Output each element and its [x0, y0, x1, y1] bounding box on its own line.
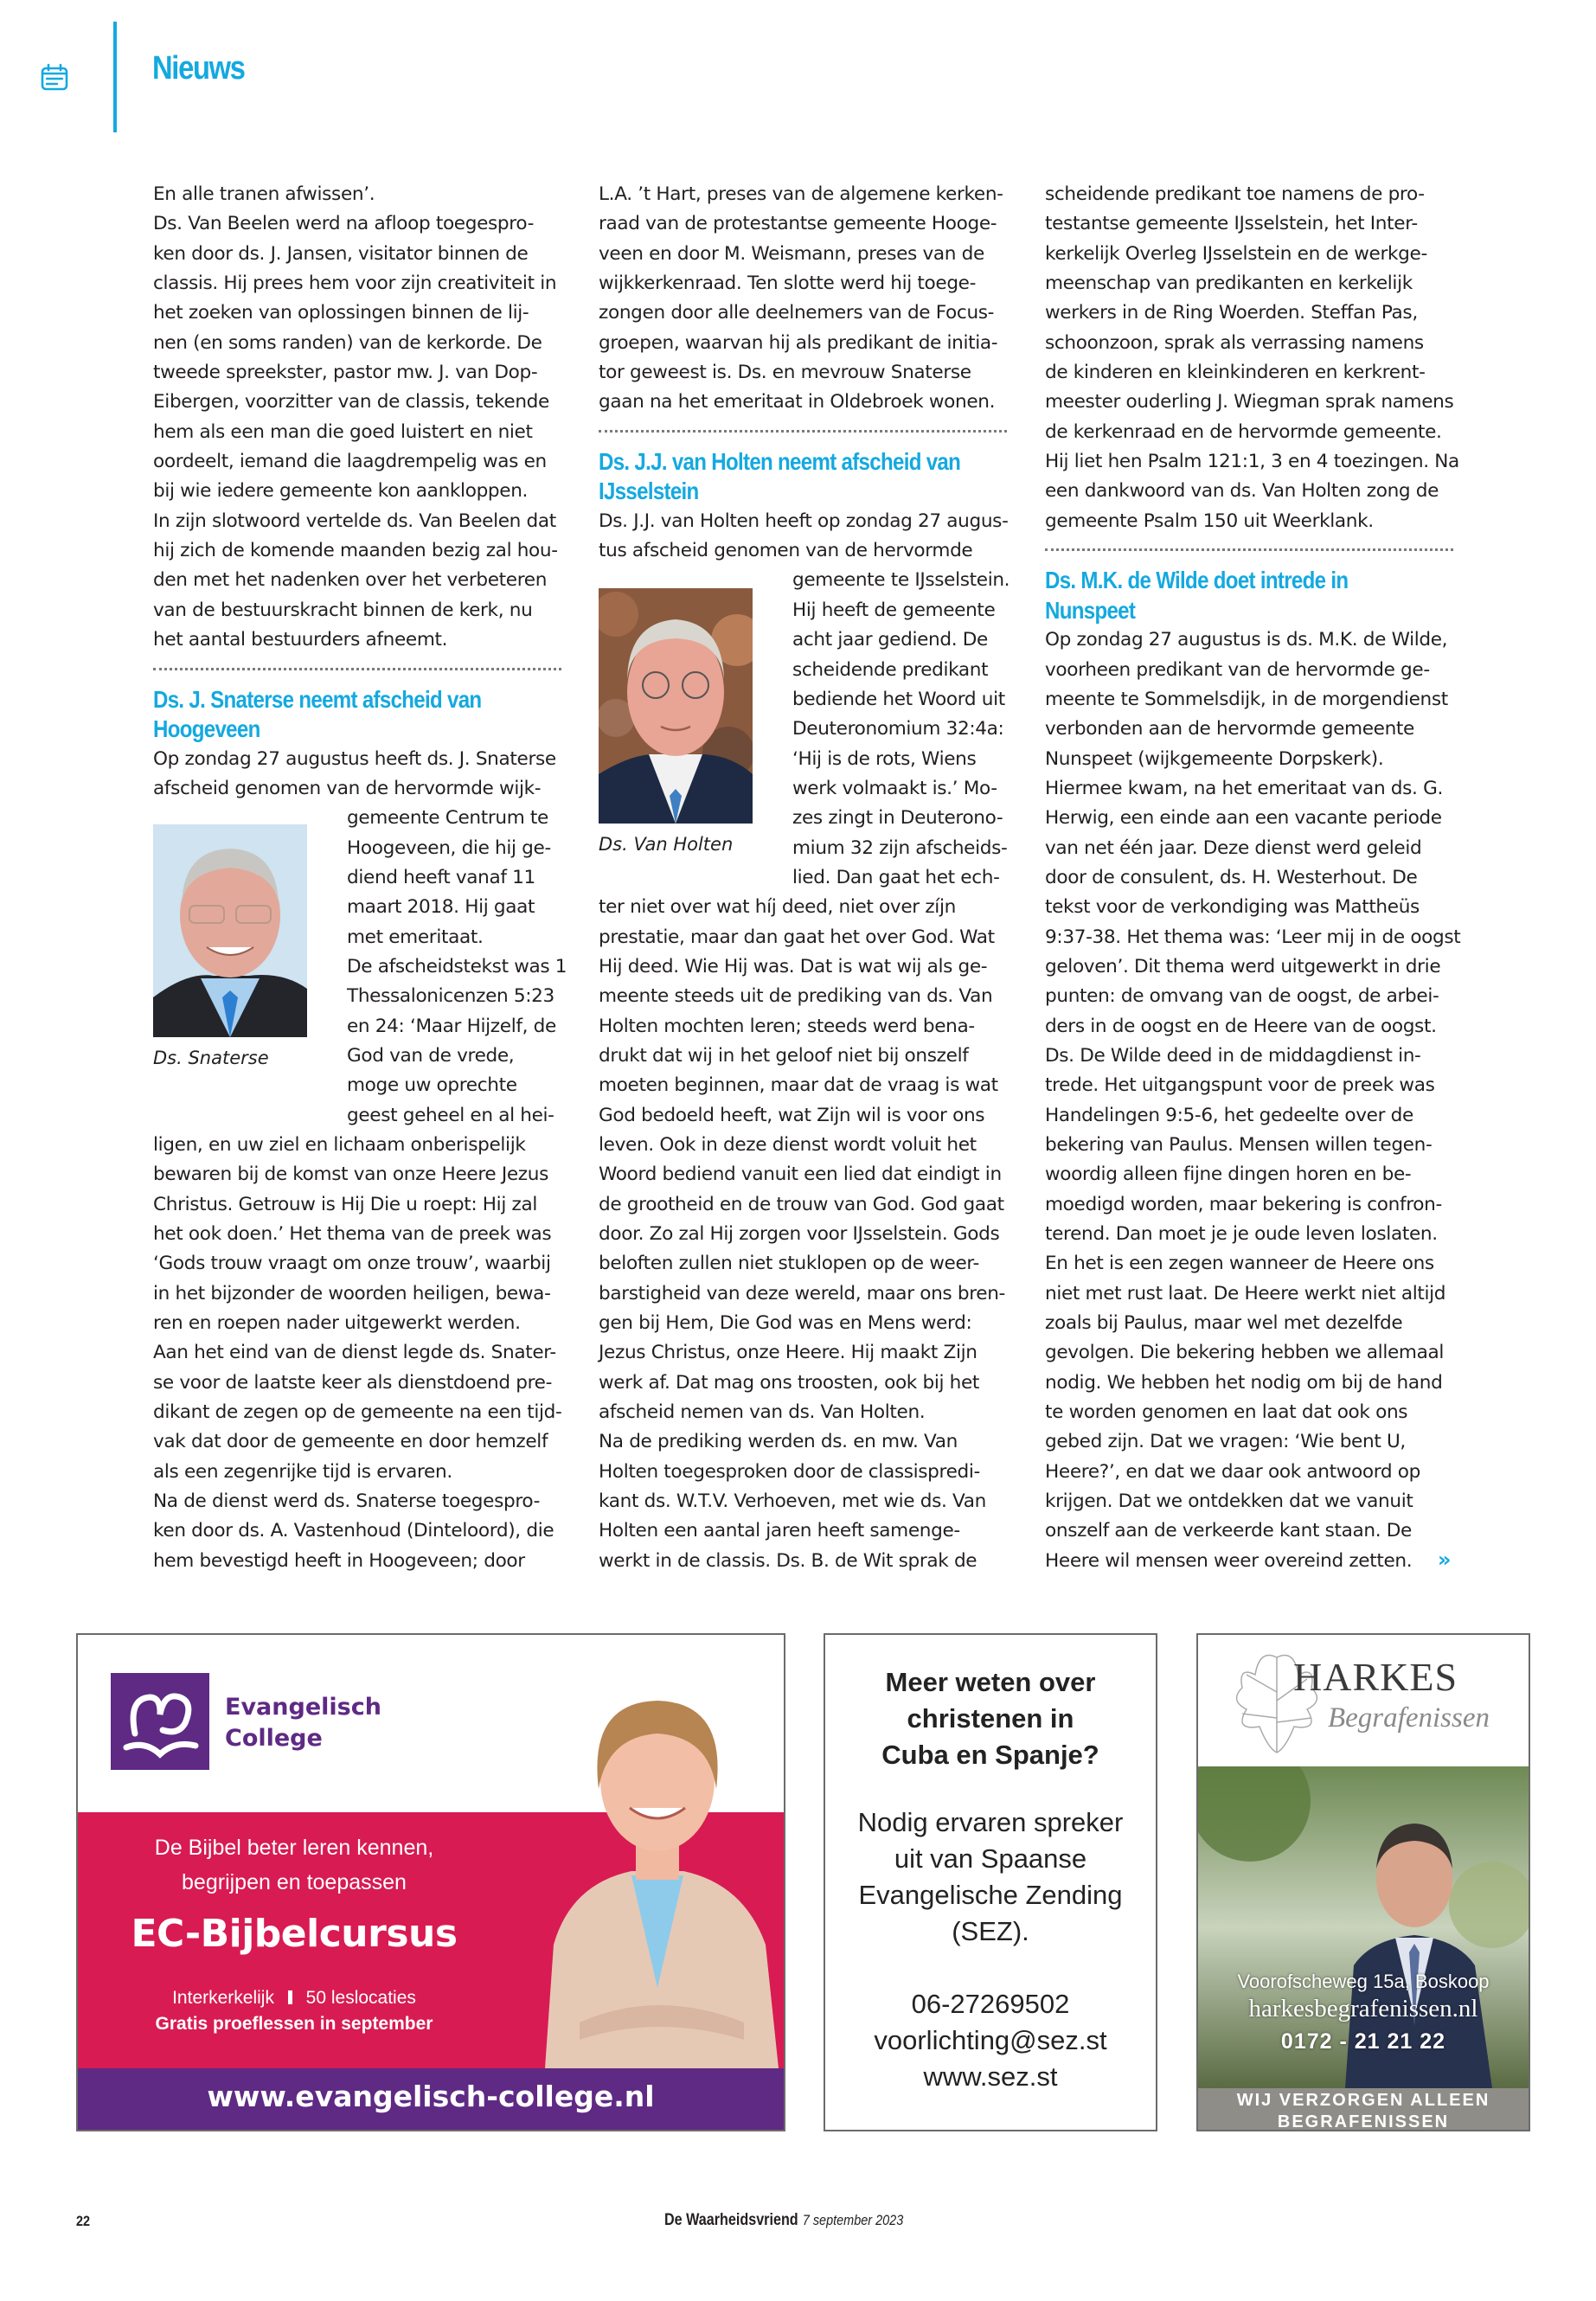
article-heading-line: Ds. J.J. van Holten neemt afscheid van [599, 448, 961, 476]
article-text-line: onszelf aan de verkeerde kant staan. De [1045, 1520, 1412, 1542]
article-text-line: diend heeft vanaf 11 [347, 866, 535, 888]
article-text-line: tekst voor de verkondiging was Mattheüs [1045, 896, 1420, 919]
article-text-line: ter niet over wat híj deed, niet over zíjn [599, 896, 956, 919]
photo-caption: Ds. Snaterse [153, 1048, 269, 1068]
article-text-line: zes zingt in Deuterono- [792, 807, 1003, 830]
article-text-line: Herwig, een einde aan een vacante periode [1045, 807, 1442, 830]
ec-website-link[interactable]: www.evangelisch-college.nl [207, 2080, 655, 2113]
article-text-line: gevolgen. Die bekering hebben we allemaal [1045, 1342, 1445, 1364]
ad-sez[interactable] [824, 1633, 1157, 2131]
article-column-3 [1045, 180, 1461, 1576]
article-text-line: beloften zullen niet stuklopen op de weer- [599, 1253, 980, 1275]
ec-tagline: De Bijbel beter leren kennen, begrijpen en toepassen [154, 1836, 434, 1894]
article-text-line: acht jaar gediend. De [792, 629, 988, 651]
article-text-line: werkt in de classis. Ds. B. de Wit sprak de [599, 1549, 977, 1572]
article-text-line: scheidende predikant [792, 658, 989, 681]
sez-email[interactable]: voorlichting@sez.st [874, 2025, 1107, 2055]
article-text-line: testantse gemeente IJsselstein, het Inter- [1045, 213, 1418, 235]
article-text-line: veen en door M. Weismann, preses van de [599, 242, 984, 265]
article-text-line: een dankwoord van ds. Van Holten zong de [1045, 480, 1439, 503]
article-heading-line: IJsselstein [599, 478, 699, 505]
ec-course-title: EC-Bijbelcursus [131, 1912, 458, 1956]
article-text-line: moge uw oprechte [347, 1074, 517, 1097]
article-text-line: Christus. Getrouw is Hij Die u roept: Hij zal [153, 1193, 538, 1215]
article-text-line: Handelingen 9:5-6, het gedeelte over de [1045, 1104, 1413, 1126]
article-text-line: bediende het Woord uit [792, 688, 1005, 710]
article-text-line: dikant de zegen op de gemeente na een tijd- [153, 1401, 562, 1424]
article-text-line: zoals bij Paulus, maar wel met dezelfde [1045, 1312, 1403, 1335]
article-text-line: En het is een zegen wanneer de Heere ons [1045, 1253, 1434, 1275]
article-text-line: lied. Dan gaat het ech- [792, 866, 1000, 888]
article-text-line: van de bestuurskracht binnen de kerk, nu [153, 599, 533, 621]
article-text-line: Deuteronomium 32:4a: [792, 718, 1004, 740]
article-text-line: nodig. We hebben het nodig om bij de hand [1045, 1371, 1443, 1394]
article-text-line: trede. Het uitgangspunt voor de preek was [1045, 1074, 1435, 1097]
article-text-line: het ook doen.’ Het thema van de preek was [153, 1223, 552, 1246]
article-text-line: Hoogeveen, die hij ge- [347, 836, 551, 859]
article-text-line: gaan na het emeritaat in Oldebroek wonen. [599, 391, 996, 413]
page-number: 22 [76, 2213, 91, 2229]
article-text-line: Holten mochten leren; steeds werd bena- [599, 1015, 975, 1037]
article-text-line: de kerkenraad en de hervormde gemeente. [1045, 420, 1442, 443]
article-text-line: drukt dat wij in het geloof niet bij onszelf [599, 1044, 969, 1067]
article-text-line: hij zich de komende maanden bezig zal hou- [153, 540, 558, 562]
article-text-line: werkers in de Ring Woerden. Steffan Pas, [1045, 302, 1418, 324]
section-title: Nieuws [152, 50, 245, 87]
article-text-line: met emeritaat. [347, 926, 484, 948]
article-text-line: Heere wil mensen weer overeind zetten. [1045, 1549, 1413, 1572]
article-text-line: tus afscheid genomen van de hervormde [599, 540, 973, 562]
article-text-line: Hij liet hen Psalm 121:1, 3 en 4 toezingen. Na [1045, 451, 1459, 473]
article-text-line: meente steeds uit de prediking van ds. Van [599, 985, 993, 1008]
publication-name: De Waarheidsvriend [664, 2211, 798, 2229]
article-text-line: prestatie, maar dan gaat het over God. Wat [599, 926, 995, 948]
article-text-line: voorheen predikant van de hervormde ge- [1045, 658, 1430, 681]
article-text-line: het aantal bestuurders afneemt. [153, 629, 448, 651]
dotted-separator [153, 656, 561, 685]
ec-offer: Gratis proeflessen in september [155, 2014, 433, 2034]
article-text-line: meester ouderling J. Wiegman sprak namens [1045, 391, 1454, 413]
article-text-line: scheidende predikant toe namens de pro- [1045, 183, 1425, 205]
article-text-line: ‘Gods trouw vraagt om onze trouw’, waarbij [153, 1253, 551, 1275]
article-text-line: groepen, waarvan hij als predikant de initia- [599, 331, 998, 354]
article-text-line: werk af. Dat mag ons troosten, ook bij het [599, 1371, 980, 1394]
dotted-separator [599, 418, 1007, 447]
article-heading-line: Nunspeet [1045, 596, 1136, 624]
article-text-line: se voor de laatste keer als dienstdoend pre- [153, 1371, 553, 1394]
article-text-line: ders in de oogst en de Heere van de oogst. [1045, 1015, 1437, 1037]
article-text-line: zongen door alle deelnemers van de Focus- [599, 302, 995, 324]
article-text-line: te worden genomen en laat dat ook ons [1045, 1401, 1408, 1424]
article-text-line: nen (en soms randen) van de kerkorde. De [153, 331, 542, 354]
article-text-line: kerkelijk Overleg IJsselstein en de werkge- [1045, 242, 1427, 265]
article-text-line: Op zondag 27 augustus is ds. M.K. de Wilde, [1045, 629, 1448, 651]
harkes-slogan: WIJ VERZORGEN ALLEEN BEGRAFENISSEN [1198, 2088, 1529, 2131]
article-text-line: krijgen. Dat we ontdekken dat we vanuit [1045, 1490, 1413, 1513]
article-text-line: ken door ds. A. Vastenhoud (Dinteloord), die [153, 1520, 554, 1542]
evangelisch-college-logo [111, 1673, 209, 1770]
ad-evangelisch-college[interactable] [76, 1633, 785, 2131]
article-text-line: werk volmaakt is.’ Mo- [792, 777, 997, 799]
article-text-line: bij wie iedere gemeente kon aankloppen. [153, 480, 529, 503]
article-text-line: verbonden aan de hervormde gemeente [1045, 718, 1414, 740]
sez-body: Nodig ervaren spreker uit van Spaanse Evangelische Zending (SEZ). [857, 1807, 1124, 1946]
evangelisch-college-name: Evangelisch College [225, 1694, 381, 1752]
article-text-line: moedigd worden, maar bekering is confron- [1045, 1193, 1442, 1215]
article-text-line: En alle tranen afwissen’. [153, 183, 375, 205]
harkes-address: Voorofscheweg 15a, Boskoop [1237, 1971, 1490, 1992]
article-text-line: raad van de protestantse gemeente Hooge- [599, 213, 997, 235]
article-text-line: hem bevestigd heeft in Hoogeveen; door [153, 1549, 525, 1572]
photo-snaterse [153, 824, 307, 1068]
article-text-line: afscheid genomen van de hervormde wijk- [153, 777, 542, 799]
article-column-2 [599, 180, 1010, 1576]
ec-features: Interkerkelijk 50 leslocaties [172, 1988, 416, 2008]
continue-arrow-icon[interactable]: » [1438, 1548, 1452, 1572]
calendar-icon [40, 62, 69, 92]
article-text-line: gebed zijn. Dat we vragen: ‘Wie bent U, [1045, 1431, 1406, 1453]
article-text-line: classis. Hij prees hem voor zijn creativiteit in [153, 272, 557, 295]
article-text-line: door de consulent, ds. H. Westerhout. De [1045, 866, 1418, 888]
article-text-line: ligen, en uw ziel en lichaam onberispelijk [153, 1134, 526, 1156]
article-text-line: woordig alleen fijne dingen horen en be- [1045, 1163, 1412, 1186]
article-text-line: God bedoeld heeft, wat Zijn wil is voor ons [599, 1104, 985, 1126]
article-text-line: terend. Dan moet je je oude leven loslaten. [1045, 1223, 1438, 1246]
publication-info [664, 2211, 903, 2230]
article-text-line: ren en roepen nader uitgewerkt werden. [153, 1312, 521, 1335]
article-text-line: Heere?’, en dat we daar ook antwoord op [1045, 1460, 1420, 1483]
ec-woman-photo [528, 1659, 785, 2068]
article-text-line: niet met rust laat. De Heere werkt niet altijd [1045, 1282, 1446, 1304]
article-text-line: meenschap van predikanten en kerkelijk [1045, 272, 1413, 295]
photo-caption: Ds. Van Holten [599, 834, 734, 855]
article-text-line: punten: de omvang van de oogst, de arbei- [1045, 985, 1439, 1008]
article-text-line: ken door ds. J. Jansen, visitator binnen de [153, 242, 529, 265]
article-text-line: Hiermee kwam, na het emeritaat van ds. G. [1045, 777, 1443, 799]
portrait-snaterse-image [153, 824, 307, 1037]
article-text-line: leven. Ook in deze dienst wordt voluit het [599, 1134, 977, 1156]
dotted-separator [1045, 536, 1453, 566]
article-text-line: moeten beginnen, maar dat de vraag is wat [599, 1074, 998, 1097]
article-text-line: meente te Sommelsdijk, in de morgendienst [1045, 688, 1448, 710]
article-text-line: Na de prediking werden ds. en mw. Van [599, 1431, 958, 1453]
header-divider [113, 22, 117, 132]
article-text-line: bewaren bij de komst van onze Heere Jezus [153, 1163, 548, 1186]
article-text-line: maart 2018. Hij gaat [347, 896, 535, 919]
article-text-line: geest geheel en al hei- [347, 1104, 554, 1126]
article-text-line: afscheid nemen van ds. Van Holten. [599, 1401, 926, 1424]
article-text-line: kant ds. W.T.V. Verhoeven, met wie ds. Van [599, 1490, 987, 1513]
article-text-line: gemeente te IJsselstein. [792, 569, 1010, 592]
article-text-line: hem als een man die goed luistert en niet [153, 420, 533, 443]
article-text-line: God van de vrede, [347, 1044, 515, 1067]
article-text-line: mium 32 zijn afscheids- [792, 836, 1008, 859]
harkes-brand: HARKES [1293, 1655, 1458, 1699]
article-text-line: Nunspeet (wijkgemeente Dorpskerk). [1045, 747, 1384, 770]
photo-van-holten [599, 588, 753, 855]
article-text-line: Hij heeft de gemeente [792, 599, 996, 621]
sez-headline: Meer weten over christenen in Cuba en Spanje? [881, 1667, 1099, 1770]
article-text-line: het zoeken van oplossingen binnen de lij- [153, 302, 529, 324]
article-text-line: Op zondag 27 augustus heeft ds. J. Snaterse [153, 747, 556, 770]
article-text-line: 9:37-38. Het thema was: ‘Leer mij in de oogst [1045, 926, 1461, 948]
ad-harkes-begrafenissen[interactable] [1196, 1633, 1530, 2131]
article-text-line: de kinderen en kleinkinderen en kerkrent- [1045, 362, 1426, 384]
article-heading-line: Ds. J. Snaterse neemt afscheid van [153, 685, 482, 713]
article-text-line: Holten een aantal jaren heeft samenge- [599, 1520, 960, 1542]
article-text-line: vak dat door de gemeente en door hemzelf [153, 1431, 548, 1453]
article-text-line: gen bij Hem, Die God was en Mens werd: [599, 1312, 972, 1335]
bullet-separator [288, 1990, 292, 2004]
sez-phone[interactable]: 06-27269502 [911, 1989, 1070, 2019]
article-text-line: geloven’. Dit thema werd uitgewerkt in drie [1045, 955, 1441, 977]
article-text-line: schoonzoon, sprak als verrassing namens [1045, 331, 1424, 354]
sez-contact [825, 1986, 1156, 2095]
article-text-line: Woord bediend vanuit een lied dat eindigt in [599, 1163, 1002, 1186]
article-heading-line: Ds. M.K. de Wilde doet intrede in [1045, 567, 1349, 594]
article-text-line: oordeelt, iemand die laagdrempelig was en [153, 451, 547, 473]
article-text-line: door. Zo zal Hij zorgen voor IJsselstein. Gods [599, 1223, 1000, 1246]
article-text-line: gemeente Psalm 150 uit Weerklank. [1045, 510, 1374, 532]
article-text-line: den met het nadenken over het verbeteren [153, 569, 548, 592]
article-text-line: ‘Hij is de rots, Wiens [792, 747, 977, 770]
article-text-line: als een zegenrijke tijd is ervaren. [153, 1460, 452, 1483]
article-text-line: Eibergen, voorzitter van de classis, tekende [153, 391, 549, 413]
article-text-line: tor geweest is. Ds. en mevrouw Snaterse [599, 362, 971, 384]
article-text-line: bekering van Paulus. Mensen willen tegen- [1045, 1134, 1433, 1156]
article-heading-line: Hoogeveen [153, 715, 260, 743]
article-text-line: wijkkerkenraad. Ten slotte werd hij toege- [599, 272, 977, 295]
article-text-line: Ds. De Wilde deed in de middagdienst in- [1045, 1044, 1421, 1067]
harkes-phone[interactable]: 0172 - 21 21 22 [1280, 2029, 1446, 2054]
article-text-line: L.A. ’t Hart, preses van de algemene kerken- [599, 183, 1003, 205]
article-text-line: Jezus Christus, onze Heere. Hij maakt Zijn [599, 1342, 977, 1364]
portrait-van-holten-image [599, 588, 753, 824]
article-text-line: de grootheid en de trouw van God. God gaat [599, 1193, 1004, 1215]
article-text-line: Thessalonicenzen 5:23 [347, 985, 554, 1008]
article-text-line: tweede spreekster, pastor mw. J. van Dop- [153, 362, 538, 384]
article-text-line: In zijn slotwoord vertelde ds. Van Beelen dat [153, 510, 556, 532]
harkes-website[interactable]: harkesbegrafenissen.nl [1248, 1995, 1478, 2022]
article-text-line: Ds. J.J. van Holten heeft op zondag 27 augus- [599, 510, 1009, 532]
harkes-logo [1198, 1635, 1529, 1766]
article-text-line: Na de dienst werd ds. Snaterse toegespro- [153, 1490, 541, 1513]
sez-website[interactable]: www.sez.st [923, 2061, 1058, 2092]
article-text-line: en 24: ‘Maar Hijzelf, de [347, 1015, 556, 1037]
article-text-line: gemeente Centrum te [347, 807, 548, 830]
publication-date: 7 september 2023 [802, 2212, 904, 2228]
article-text-line: De afscheidstekst was 1 [347, 955, 567, 977]
article-text-line: van net één jaar. Deze dienst werd geleid [1045, 836, 1422, 859]
article-text-line: Aan het eind van de dienst legde ds. Snater- [153, 1342, 556, 1364]
article-text-line: barstigheid van deze wereld, maar ons bren- [599, 1282, 1005, 1304]
harkes-brand-sub: Begrafenissen [1328, 1702, 1490, 1734]
article-text-line: Hij deed. Wie Hij was. Dat is wat wij als ge- [599, 955, 988, 977]
article-text-line: in het bijzonder de woorden heiligen, bewa- [153, 1282, 551, 1304]
article-text-line: Holten toegesproken door de classispredi- [599, 1460, 980, 1483]
article-text-line: Ds. Van Beelen werd na afloop toegespro- [153, 213, 535, 235]
